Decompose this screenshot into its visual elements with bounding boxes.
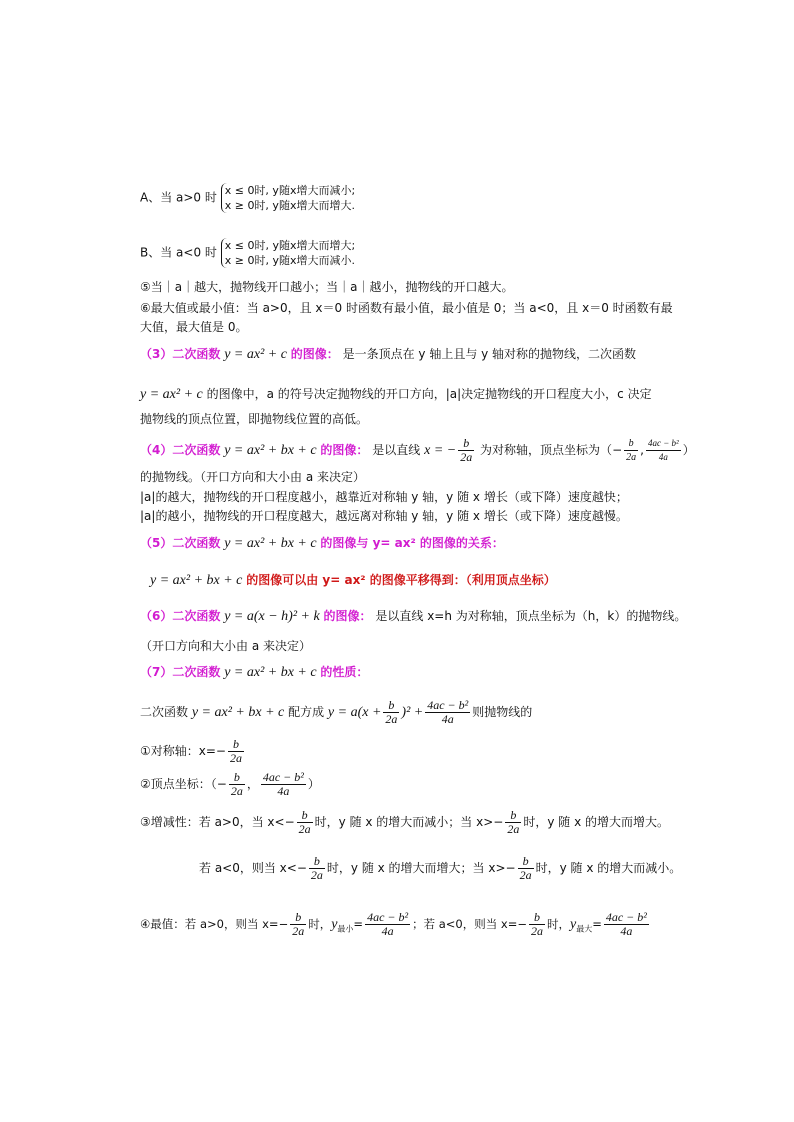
item-2-frac1-den: 2a: [230, 784, 243, 798]
item-4-t3: ；若 a<0，则当 x=: [412, 917, 518, 931]
section-7b-frac1-num: b: [383, 699, 399, 713]
section-6-formula: y = a(x − h)² + k: [224, 609, 320, 624]
section-7-tail: 的性质：: [320, 665, 369, 679]
item-4-eq2: =: [592, 917, 602, 931]
item-2-frac1: [229, 771, 245, 798]
section-3-heading: [140, 346, 636, 363]
vertex-y-num: 4ac − b²: [646, 437, 681, 451]
item-4-frac2-den: 4a: [381, 924, 394, 938]
section-3-line3: 抛物线的顶点位置，即抛物线位置的高低。: [140, 412, 369, 426]
section-6-line2: （开口方向和大小由 a 来决定）: [140, 639, 311, 653]
item-1-frac-den: 2a: [229, 751, 242, 765]
section-7b-f1: y = ax² + bx + c: [191, 705, 285, 720]
axis-fraction: [458, 437, 474, 464]
item-3-frac2-den: 2a: [507, 822, 520, 836]
item-1-label: ①对称轴：x=: [140, 744, 216, 758]
case-b-prefix: B、当 a<0 时: [140, 245, 217, 260]
item-3-frac1: [297, 809, 313, 836]
section-4-heading: （4）二次函数 y = ax² + bx + c 的图像： 是以直线 x = − $\frac{b}{2a}$ 为对称轴，顶点坐标为（− $\frac{b}{2a}$ , $\frac{\text{4ac − b²}}{4a}$ ）: [140, 436, 695, 464]
case-a-line1: x ≤ 0时, y随x增大而减小;: [224, 184, 356, 197]
section-4-line2: 的抛物线。（开口方向和大小由 a 来决定）: [140, 470, 365, 484]
section-4-close: ）: [682, 443, 695, 457]
section-5b-text: 的图像可以由 y= ax² 的图像平移得到：（利用顶点坐标）: [246, 573, 556, 587]
section-7b-frac1-den: 2a: [385, 712, 398, 726]
vertex-y-den: 4a: [658, 452, 668, 462]
vertex-x-num: b: [624, 437, 638, 451]
section-6-heading: [140, 608, 686, 625]
section-4-t2: 为对称轴，顶点坐标为（: [480, 443, 613, 457]
section-7b-frac1: [383, 699, 399, 726]
item-4-frac3-den: 2a: [531, 924, 543, 938]
item-2-frac2-den: 4a: [277, 784, 290, 798]
item-3b-neg1: −: [296, 861, 307, 875]
section-4-xeq: x = −: [424, 443, 457, 458]
item-4-minsub: 最小: [337, 924, 354, 934]
item-2-label: ②顶点坐标：（: [140, 777, 217, 791]
section-3b-text: 的图像中，a 的符号决定抛物线的开口方向，|a|决定抛物线的开口程度大小，c 决定: [206, 387, 652, 401]
section-6-text: 是以直线 x=h 为对称轴，顶点坐标为（h，k）的抛物线。: [375, 609, 687, 623]
section-6-head: （6）二次函数: [140, 609, 221, 623]
item-1-frac-num: b: [228, 738, 244, 752]
item-4-frac3-num: b: [529, 911, 545, 925]
section-3-head: （3）二次函数: [140, 347, 221, 361]
item-2-vertex: [140, 768, 320, 800]
item-4-frac3: [529, 911, 545, 938]
section-5-tail: 的图像与 y= ax² 的图像的关系：: [320, 536, 504, 550]
item-3b-frac1-den: 2a: [310, 868, 323, 882]
item-3-neg2: −: [493, 815, 504, 829]
item-2-neg: −: [216, 777, 227, 791]
item-3-frac2: [505, 809, 521, 836]
section-3-tail: 的图像：: [290, 347, 339, 361]
section-5-head: （5）二次函数: [140, 536, 221, 550]
item-3b-neg2: −: [505, 861, 516, 875]
section-4-tail: 的图像：: [320, 443, 369, 457]
item-4-t1: ④最值：若 a>0，则当 x=: [140, 917, 279, 931]
item-3b-t1: 若 a<0，则当 x<: [199, 861, 297, 875]
section-5-formula: y = ax² + bx + c: [224, 536, 317, 551]
section-5b-formula: y = ax² + bx + c: [150, 573, 243, 588]
item-4-maxsub: 最大: [576, 924, 593, 934]
item-4-neg2: −: [517, 917, 527, 931]
section-7-head: （7）二次函数: [140, 665, 221, 679]
section-4-t1: 是以直线: [372, 443, 421, 457]
item-3b-monotonic: [199, 852, 681, 884]
section-7b-t1: 二次函数: [140, 705, 189, 719]
section-7b-frac2: [425, 699, 470, 726]
item-4-frac1-num: b: [290, 911, 306, 925]
section-7b-f2b: )² +: [401, 705, 424, 720]
item-4-frac1: [290, 911, 306, 938]
vertex-x-fraction: [624, 437, 638, 464]
section-3-text: 是一条顶点在 y 轴上且与 y 轴对称的抛物线，二次函数: [342, 347, 637, 361]
item-1-frac: [228, 738, 244, 765]
item-4-t2a: 时，: [308, 917, 332, 931]
item-1-neg: −: [215, 744, 226, 758]
item-3b-t3: 时，y 随 x 的增大而减小。: [535, 861, 682, 875]
item-3-frac1-num: b: [297, 809, 313, 823]
item-3-frac2-num: b: [505, 809, 521, 823]
item-4-ymax: y: [570, 917, 577, 932]
vertex-y-fraction: [646, 437, 681, 464]
item-4-frac4: [604, 911, 649, 938]
item-4-extremum: [140, 908, 651, 945]
item-4-frac2: [365, 911, 410, 938]
item-4-frac4-den: 4a: [620, 924, 633, 938]
point-6-line2: 大值，最大值是 0。: [140, 320, 248, 334]
section-4-line3: |a|的越大，抛物线的开口程度越小，越靠近对称轴 y 轴，y 随 x 增长（或下降）速度越快；: [140, 490, 628, 504]
section-5-heading: [140, 535, 504, 552]
item-4-frac4-num: 4ac − b²: [605, 910, 647, 924]
section-7-formula: y = ax² + bx + c: [224, 665, 317, 680]
section-7b-t2: 配方成: [288, 705, 325, 719]
section-6-tail: 的图像：: [323, 609, 372, 623]
item-2-frac2: [261, 771, 306, 798]
axis-fraction-num: b: [458, 437, 474, 451]
section-7b-frac2-num: 4ac − b²: [427, 698, 469, 712]
item-3b-frac1-num: b: [309, 855, 325, 869]
item-3-monotonic: [140, 806, 669, 838]
item-2-frac1-num: b: [229, 771, 245, 785]
case-b-line1: x ≤ 0时, y随x增大而增大;: [224, 239, 356, 252]
item-3-t1: ③增减性：若 a>0，当 x<: [140, 815, 285, 829]
item-4-eq1: =: [353, 917, 364, 931]
item-1-axis: [140, 735, 246, 767]
item-2-comma: ，: [246, 777, 259, 791]
section-7-vertex-form: [140, 696, 532, 729]
case-b: [140, 238, 355, 268]
item-3-t3: 时，y 随 x 的增大而增大。: [523, 815, 669, 829]
axis-fraction-den: 2a: [460, 450, 473, 464]
section-7-heading: [140, 664, 368, 681]
section-5-line2: [150, 572, 556, 589]
item-4-frac2-num: 4ac − b²: [367, 910, 409, 924]
case-a: [140, 183, 355, 213]
item-3-neg1: −: [284, 815, 295, 829]
case-a-brace: [221, 183, 355, 213]
section-4-neg: −: [612, 443, 623, 457]
item-4-neg1: −: [278, 917, 289, 931]
vertex-x-den: 2a: [626, 452, 637, 463]
item-4-ymin: y: [331, 917, 338, 932]
section-4-line4: |a|的越小，抛物线的开口程度越大，越远离对称轴 y 轴，y 随 x 增长（或下降）速度越慢。: [140, 509, 628, 523]
section-7b-f2a: y = a(x +: [327, 705, 382, 720]
section-3b-formula: y = ax² + c: [140, 387, 203, 402]
item-2-close: ）: [307, 777, 320, 791]
item-3-frac1-den: 2a: [298, 822, 311, 836]
section-3-formula: y = ax² + c: [224, 347, 287, 362]
section-3-line2: [140, 386, 652, 403]
item-3b-frac2-num: b: [518, 855, 534, 869]
case-a-prefix: A、当 a>0 时: [140, 190, 217, 205]
item-4-t4: 时，: [547, 917, 570, 931]
case-b-brace: [221, 238, 355, 268]
item-3b-frac1: [309, 855, 325, 882]
item-3b-frac2: [518, 855, 534, 882]
point-6-line1: ⑥最大值或最小值：当 a>0，且 x＝0 时函数有最小值，最小值是 0；当 a<0，且 x＝0 时函数有最: [140, 301, 673, 315]
item-2-frac2-num: 4ac − b²: [262, 770, 304, 784]
item-4-frac1-den: 2a: [292, 924, 305, 938]
item-3-t2: 时，y 随 x 的增大而减小；当 x>: [314, 815, 494, 829]
section-4-formula: y = ax² + bx + c: [224, 443, 317, 458]
section-7b-frac2-den: 4a: [441, 712, 454, 726]
section-4-head: （4）二次函数: [140, 443, 221, 457]
item-3b-frac2-den: 2a: [519, 868, 532, 882]
case-b-line2: x ≥ 0时, y随x增大而减小.: [224, 254, 355, 267]
item-3b-t2: 时，y 随 x 的增大而增大；当 x>: [326, 861, 506, 875]
section-7b-t3: 则抛物线的: [472, 705, 533, 719]
case-a-line2: x ≥ 0时, y随x增大而增大.: [224, 199, 355, 212]
point-5: ⑤当｜a｜越大，抛物线开口越小；当｜a｜越小，抛物线的开口越大。: [140, 280, 514, 294]
